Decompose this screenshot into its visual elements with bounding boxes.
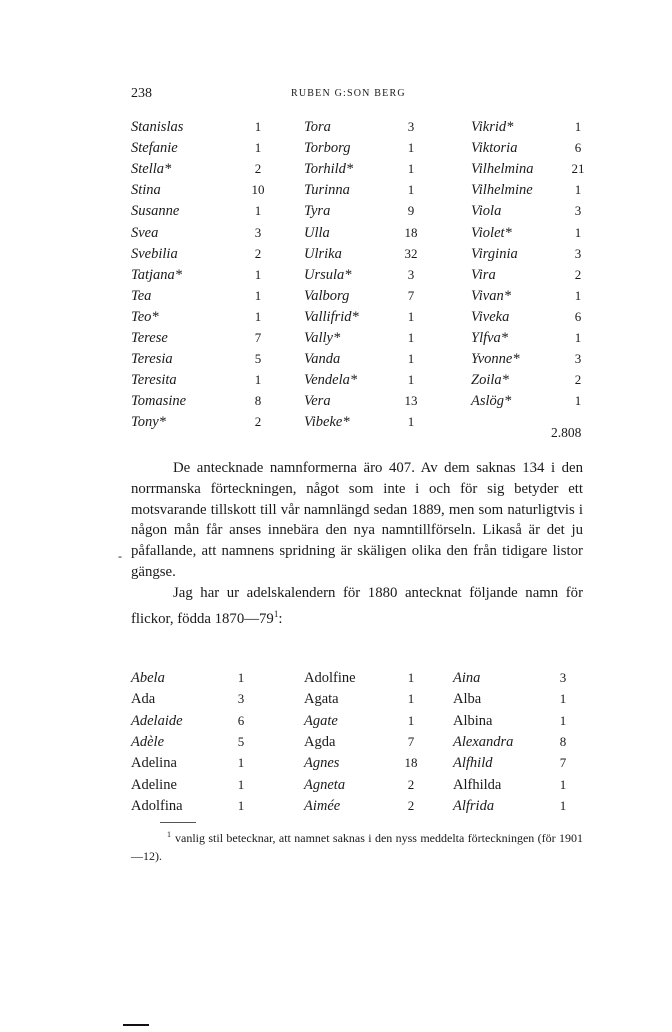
count-cell: 1 [407,308,415,324]
name-cell: Viola [471,203,502,220]
count-cell: 1 [559,797,567,813]
page-header [131,86,583,106]
count-cell: 1 [559,691,567,707]
name-cell: Albina [453,712,493,729]
count-cell: 2 [254,414,262,430]
table-row [0,691,672,712]
name-cell: Viktoria [471,140,518,157]
name-cell: Svebilia [131,245,178,262]
name-cell: Tea [131,287,152,304]
name-cell: Adèle [131,733,165,750]
name-cell: Viveka [471,308,510,325]
count-cell: 1 [407,670,415,685]
name-cell: Agda [304,733,336,750]
count-cell: 7 [407,287,415,303]
name-cell: Stina [131,182,161,199]
name-cell: Alfhilda [453,776,502,793]
table-row [0,267,672,288]
count-cell: 3 [574,351,582,367]
table-row [0,288,672,309]
margin-mark: - [118,549,122,563]
name-cell: Adelina [131,755,177,772]
name-cell: Stanislas [131,119,184,135]
count-cell: 2 [407,776,415,792]
page-number: 238 [131,86,152,101]
name-cell: Ulla [304,224,330,241]
name-cell: Vanda [304,351,341,368]
paragraph-1: De antecknade namnformerna äro 407. Av dem saknas 134 i den norrmanska förteckningen, något som inte i och för sig betyder ett motsvarande tillskott till vår namnlängd sedan 1889, men som naturligtvis i någon mån får anses innebära den nya namntillförseln. Likaså är det ju påfallande, att namnens spridning är skäligen olika den från tidigare listor gängse. [131,460,583,580]
name-cell: Aslög* [471,393,512,410]
table-row [0,330,672,351]
count-cell: 1 [254,287,262,303]
name-cell: Tatjana* [131,266,183,283]
name-cell: Adeline [131,776,177,793]
count-cell: 13 [404,393,418,409]
name-cell: Svea [131,224,159,241]
name-cell: Adelaide [131,712,183,729]
name-cell: Agneta [304,776,346,793]
table-row [0,713,672,734]
count-cell: 1 [237,755,245,771]
body-paragraphs [131,458,583,629]
count-cell: 1 [407,182,415,198]
count-cell: 21 [571,161,585,177]
name-cell: Vallifrid* [304,308,359,325]
name-cell: Tora [304,119,331,135]
table-row [0,755,672,776]
name-cell: Ada [131,691,156,708]
count-cell: 6 [237,712,245,728]
name-cell: Teresia [131,351,173,368]
name-cell: Alba [453,691,482,708]
count-cell: 1 [574,119,582,134]
count-cell: 18 [404,755,418,771]
name-cell: Torborg [304,140,351,157]
name-cell: Vikrid* [471,119,514,135]
name-cell: Vilhelmina [471,161,534,178]
name-cell: Teresita [131,372,177,389]
count-cell: 5 [237,733,245,749]
footnote-text: vanlig stil betecknar, att namnet saknas i den nyss meddelta förteckningen (för 1901—12). [131,831,583,863]
name-cell: Turinna [304,182,350,199]
name-cell: Aimée [304,797,341,814]
count-cell: 7 [559,755,567,771]
table-row [0,182,672,203]
count-cell: 1 [254,372,262,388]
table-row [0,372,672,393]
table1-total: 2.808 [551,425,582,440]
table-row [0,119,672,140]
count-cell: 1 [237,670,245,685]
name-cell: Teo* [131,308,159,325]
count-cell: 8 [254,393,262,409]
table-row [0,670,672,691]
count-cell: 18 [404,224,418,240]
name-cell: Vibeke* [304,414,350,431]
table-row [0,798,672,819]
count-cell: 3 [574,245,582,261]
running-title: RUBEN G:SON BERG [291,88,406,99]
count-cell: 2 [574,266,582,282]
name-cell: Torhild* [304,161,354,178]
name-cell: Vendela* [304,372,358,389]
name-cell: Ulrika [304,245,342,262]
count-cell: 1 [574,330,582,345]
name-cell: Vilhelmine [471,182,533,199]
footnote-ref: 1 [273,608,279,619]
name-cell: Tyra [304,203,331,220]
name-cell: Agata [304,691,339,708]
name-cell: Alfrida [453,797,495,814]
paragraph-2: Jag har ur adelskalendern för 1880 antecknat följande namn för flickor, födda $1870—79^1$: [131,584,583,627]
name-cell: Stefanie [131,140,178,157]
name-cell: Terese [131,330,168,346]
table-row [0,203,672,224]
count-cell: 2 [407,797,415,813]
table-row [0,140,672,161]
count-cell: 1 [407,351,415,367]
count-cell: 2 [254,245,262,261]
table-row [0,246,672,267]
table-row [0,161,672,182]
count-cell: 1 [559,712,567,728]
footnote-mark: 1 [167,830,171,839]
name-cell: Virginia [471,245,518,262]
count-cell: 6 [574,140,582,156]
count-cell: 3 [237,691,245,707]
count-cell: 6 [574,308,582,324]
name-cell: Aina [453,670,481,686]
count-cell: 1 [254,266,262,282]
count-cell: 1 [574,393,582,409]
name-cell: Susanne [131,203,180,220]
name-cell: Tony* [131,414,166,431]
name-cell: Adolfina [131,797,183,814]
count-cell: 8 [559,733,567,749]
count-cell: 32 [404,245,418,261]
count-cell: 1 [254,203,262,219]
name-cell: Vera [304,393,331,410]
table-row [0,393,672,414]
count-cell: 1 [407,330,415,345]
count-cell: 1 [407,691,415,707]
count-cell: 1 [237,776,245,792]
count-cell: 1 [254,140,262,156]
table-row [0,734,672,755]
count-cell: 7 [254,330,262,345]
page-edge-mark [123,1024,149,1026]
name-cell: Zoila* [471,372,509,389]
name-cell: Ylfva* [471,330,509,346]
name-cell: Alfhild [453,755,493,772]
count-cell: 3 [407,266,415,282]
name-cell: Abela [131,670,165,686]
name-cell: Vivan* [471,287,511,304]
count-cell: 1 [407,372,415,388]
name-cell: Vally* [304,330,341,346]
count-cell: 1 [407,161,415,177]
table-row [0,225,672,246]
count-cell: 3 [407,119,415,134]
count-cell: 1 [574,182,582,198]
count-cell: 2 [574,372,582,388]
name-cell: Adolfine [304,670,356,686]
count-cell: 1 [237,797,245,813]
count-cell: 1 [254,308,262,324]
count-cell: 1 [407,414,415,430]
count-cell: 3 [254,224,262,240]
table-row [0,309,672,330]
count-cell: 3 [559,670,567,685]
footnote [131,826,583,865]
count-cell: 7 [407,733,415,749]
name-cell: Yvonne* [471,351,520,368]
name-cell: Violet* [471,224,512,241]
name-cell: Valborg [304,287,350,304]
name-cell: Ursula* [304,266,352,283]
count-cell: 2 [254,161,262,177]
count-cell: 3 [574,203,582,219]
name-cell: Alexandra [453,733,514,750]
name-cell: Agate [304,712,338,729]
name-cell: Stella* [131,161,172,178]
name-cell: Vira [471,266,496,283]
table-row [0,777,672,798]
count-cell: 1 [559,776,567,792]
count-cell: 10 [251,182,265,198]
count-cell: 1 [407,140,415,156]
count-cell: 1 [407,712,415,728]
count-cell: 1 [254,119,262,134]
table-row [0,351,672,372]
name-cell: Tomasine [131,393,187,410]
footnote-rule [160,822,196,823]
count-cell: 1 [574,287,582,303]
count-cell: 5 [254,351,262,367]
count-cell: 9 [407,203,415,219]
count-cell: 1 [574,224,582,240]
name-cell: Agnes [304,755,340,772]
